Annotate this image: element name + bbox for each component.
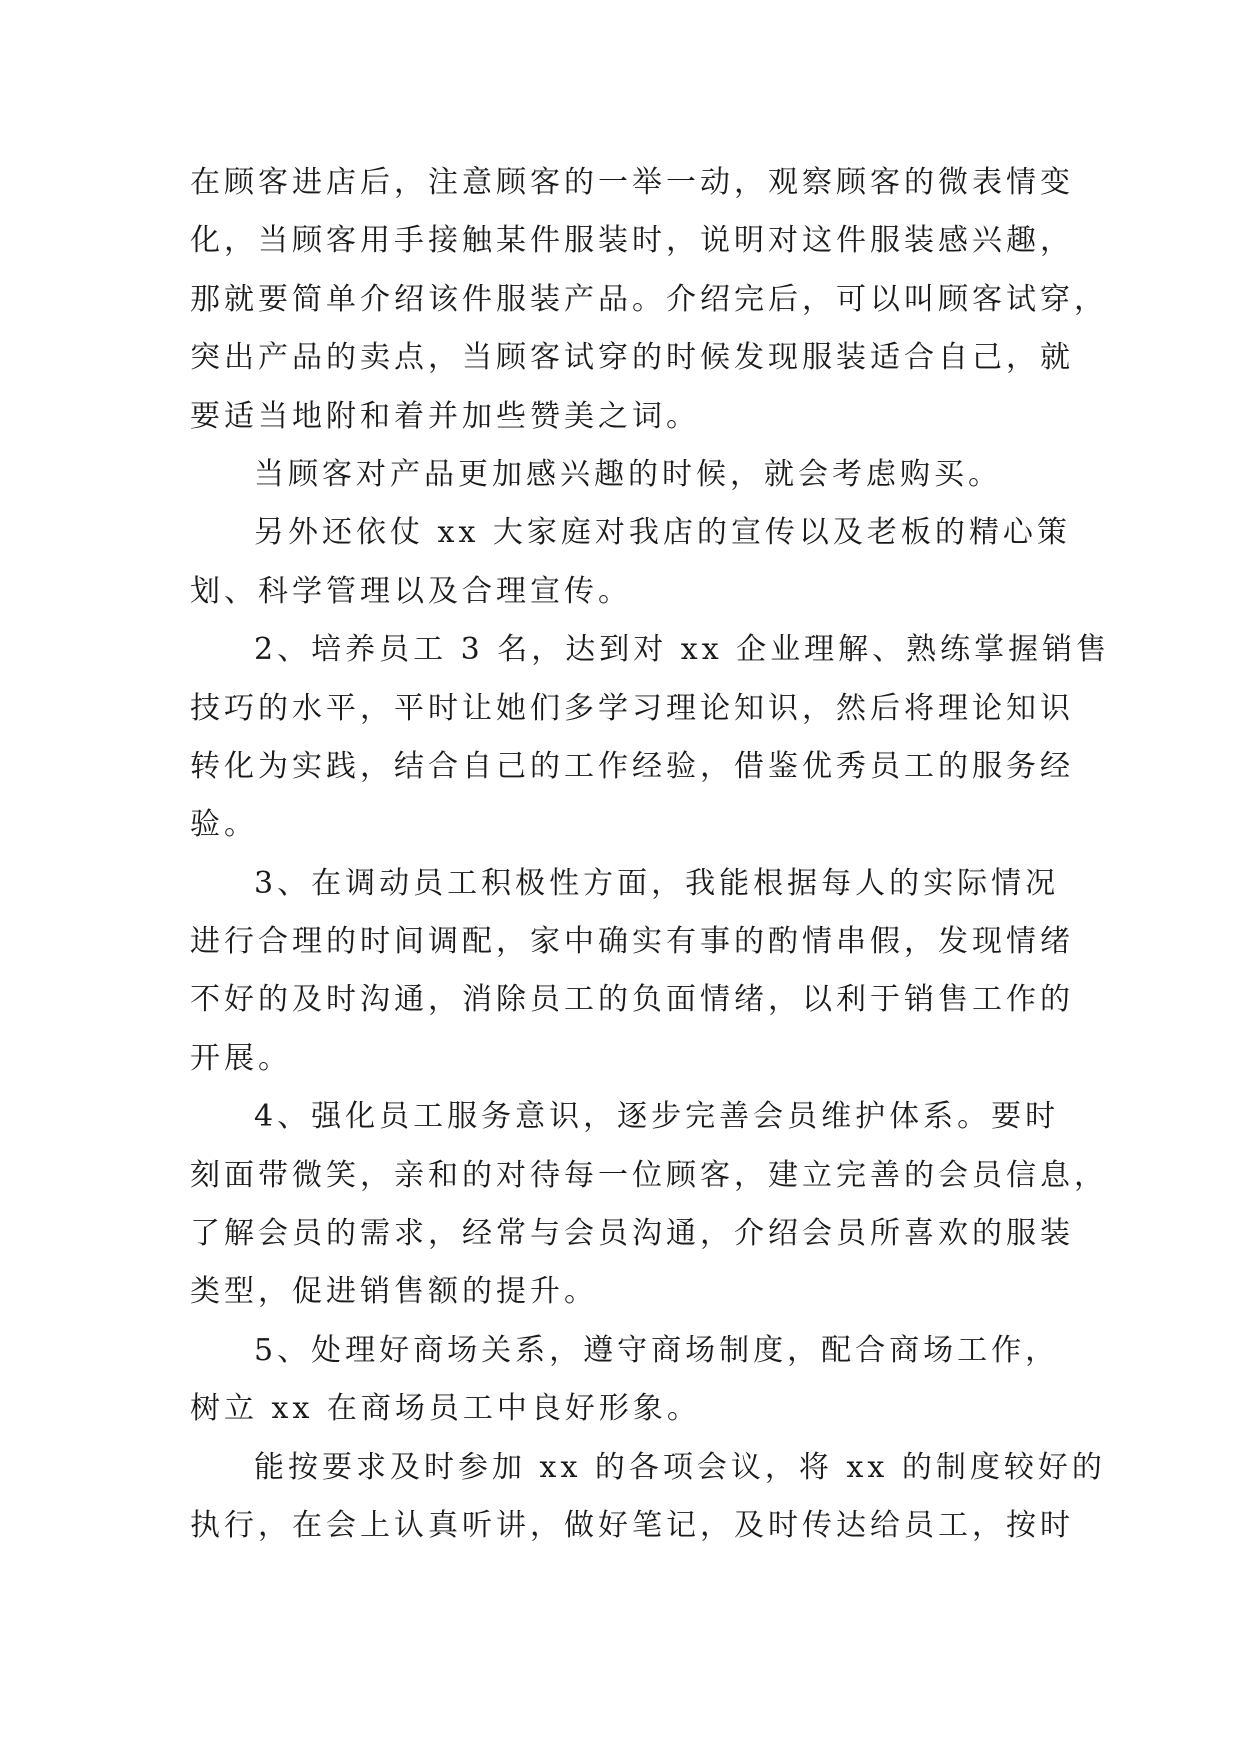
text-line: 另外还依仗 xx 大家庭对我店的宣传以及老板的精心策 [254, 515, 1071, 551]
document-body [190, 154, 1111, 1555]
text-line: 树立 xx 在商场员工中良好形象。 [190, 1391, 701, 1427]
text-line: 开展。 [190, 1040, 292, 1076]
text-line: 执行，在会上认真听讲，做好笔记，及时传达给员工，按时 [190, 1507, 1074, 1543]
text-line: 转化为实践，结合自己的工作经验，借鉴优秀员工的服务经 [190, 748, 1074, 784]
text-line: 那就要简单介绍该件服装产品。介绍完后，可以叫顾客试穿， [190, 281, 1108, 317]
text-line: 突出产品的卖点，当顾客试穿的时候发现服装适合自己，就 [190, 340, 1074, 376]
text-line: 化，当顾客用手接触某件服装时，说明对这件服装感兴趣， [190, 223, 1074, 259]
text-line: 5、处理好商场关系，遵守商场制度，配合商场工作， [254, 1332, 1060, 1368]
text-line: 2、培养员工 3 名，达到对 xx 企业理解、熟练掌握销售 [254, 632, 1111, 668]
text-line: 了解会员的需求，经常与会员沟通，介绍会员所喜欢的服装 [190, 1216, 1074, 1252]
text-line: 能按要求及时参加 xx 的各项会议，将 xx 的制度较好的 [254, 1449, 1106, 1485]
text-line: 划、科学管理以及合理宣传。 [190, 573, 632, 609]
text-line: 4、强化员工服务意识，逐步完善会员维护体系。要时 [254, 1099, 1060, 1135]
text-line: 要适当地附和着并加些赞美之词。 [190, 398, 700, 434]
text-line: 当顾客对产品更加感兴趣的时候，就会考虑购买。 [254, 456, 1002, 492]
text-line: 不好的及时沟通，消除员工的负面情绪，以利于销售工作的 [190, 982, 1074, 1018]
text-line: 进行合理的时间调配，家中确实有事的酌情串假，发现情绪 [190, 924, 1074, 960]
text-line: 刻面带微笑，亲和的对待每一位顾客，建立完善的会员信息， [190, 1157, 1108, 1193]
text-line: 3、在调动员工积极性方面，我能根据每人的实际情况 [254, 865, 1060, 901]
text-line: 技巧的水平，平时让她们多学习理论知识，然后将理论知识 [190, 690, 1074, 726]
text-line: 验。 [190, 807, 258, 843]
text-line: 在顾客进店后，注意顾客的一举一动，观察顾客的微表情变 [190, 165, 1074, 200]
text-line: 类型，促进销售额的提升。 [190, 1274, 598, 1310]
